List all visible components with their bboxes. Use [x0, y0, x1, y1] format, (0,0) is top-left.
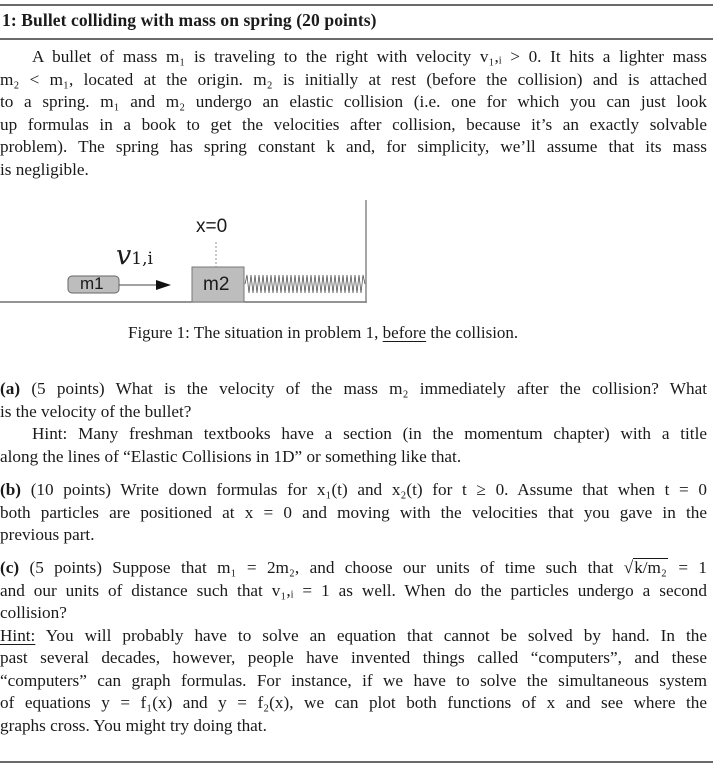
intro-line: A bullet of mass m₁ is traveling to the right with velocity v₁,ᵢ > 0. It hits a lighter mass [32, 47, 707, 66]
title-rule [0, 38, 713, 40]
part-c-hint: graphs cross. You might try doing that. [0, 715, 267, 735]
figure-diagram [0, 196, 380, 308]
arrow-head-icon [156, 280, 171, 290]
part-c-label: (c) [0, 558, 20, 577]
part-c-text: (5 points) Suppose that m₁ = 2m₂, and choose our units of time such that [29, 558, 614, 577]
part-a-label: (a) [0, 379, 21, 398]
part-a-text: is the velocity of the bullet? [0, 401, 192, 421]
part-a-hint: Hint: Many freshman textbooks have a section (in the momentum chapter) with a title [32, 424, 707, 443]
problem-title: 1: Bullet colliding with mass on spring (20 points) [2, 10, 377, 30]
sqrt-expression: k/m₂ [634, 558, 667, 577]
part-b-text: (10 points) Write down formulas for x₁(t) and x₂(t) for t ≥ 0. Assume that when t = 0 [30, 480, 708, 499]
intro-line: is negligible. [0, 159, 89, 179]
velocity-symbol: v [116, 240, 132, 271]
part-c-text: = 1 [678, 558, 707, 577]
spring-icon [245, 275, 365, 293]
part-c-hint: of equations y = f₁(x) and y = f₂(x), we can plot both functions of x and see where the [0, 693, 707, 712]
part-c-text: and our units of distance such that v₁,ᵢ = 1 as well. When do the particles undergo a second [0, 580, 707, 600]
intro-line: m₂ < m₁, located at the origin. m₂ is initially at rest (before the collision) and is attached [0, 69, 707, 89]
part-c-hint: You will probably have to solve an equation that cannot be solved by hand. In the [45, 625, 707, 645]
part-c-text: collision? [0, 603, 67, 622]
caption-text: the collision. [430, 323, 519, 342]
problem-intro [0, 46, 707, 181]
caption-emphasis: before [382, 323, 427, 342]
part-c-hint: “computers” can graph formulas. For instance, if we have to solve the simultaneous system [0, 670, 707, 690]
part-c [0, 557, 707, 737]
intro-line: to a spring. m₁ and m₂ undergo an elastic collision (i.e. one for which you can just look [0, 92, 707, 111]
part-b-text: previous part. [0, 525, 95, 544]
figure-caption [128, 323, 518, 343]
intro-line: problem). The spring has spring constant k and, for simplicity, we’ll assume that its mass [0, 137, 707, 156]
part-c-hint: past several decades, however, people have invented things called “computers”, and these [0, 648, 707, 667]
velocity-subscript: 1,i [131, 249, 153, 269]
part-b-label: (b) [0, 480, 22, 499]
origin-label: x=0 [196, 216, 228, 237]
mass2-label: m2 [203, 274, 230, 295]
collision-diagram-svg [0, 196, 380, 308]
part-b-text: both particles are positioned at x = 0 and moving with the velocities that you gave in the [0, 502, 707, 522]
part-c-hint-label: Hint: [0, 625, 36, 645]
part-a-text: (5 points) What is the velocity of the mass m₂ immediately after the collision? What [31, 379, 707, 398]
part-a [0, 378, 707, 468]
bottom-rule [0, 761, 713, 763]
mass1-label: m1 [80, 274, 104, 293]
part-a-hint: along the lines of “Elastic Collisions in 1D” or something like that. [0, 446, 462, 466]
top-rule [0, 4, 713, 6]
caption-text: Figure 1: The situation in problem 1, [128, 323, 379, 342]
part-b [0, 479, 707, 547]
intro-line: up formulas in a book to get the velocities after collision, because it’s an exactly solvable [0, 114, 707, 134]
velocity-label [116, 240, 153, 271]
sqrt-icon: √ [623, 558, 634, 577]
